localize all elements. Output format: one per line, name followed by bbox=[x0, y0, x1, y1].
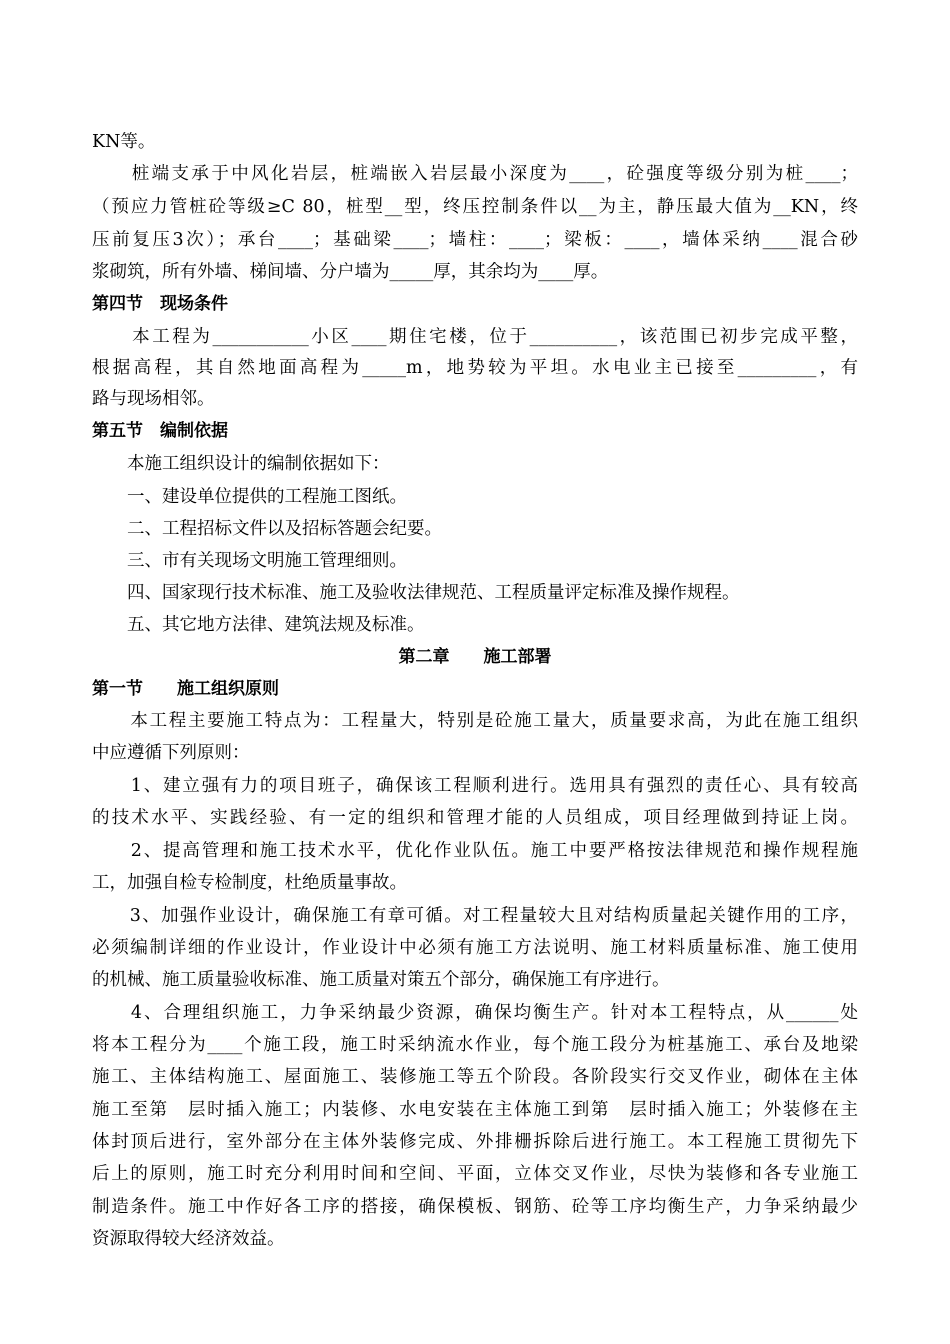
paragraph-line: 浆砌筑，所有外墙、梯间墙、分户墙为_____厚，其余均为____厚。 bbox=[92, 262, 609, 282]
paragraph-line: 4、合理组织施工，力争采纳最少资源，确保均衡生产。针对本工程特点，从______处 bbox=[92, 1003, 858, 1023]
list-item: 二、工程招标文件以及招标答题会纪要。 bbox=[92, 519, 442, 539]
paragraph-line: 施工至第 层时插入施工；内装修、水电安装在主体施工到第 层时插入施工；外装修在主 bbox=[92, 1100, 858, 1120]
paragraph-line: 的技术水平、实践经验、有一定的组织和管理才能的人员组成，项目经理做到持证上岗。 bbox=[92, 808, 858, 828]
paragraph-line: 工，加强自检专检制度，杜绝质量事故。 bbox=[92, 873, 407, 893]
paragraph-line: （预应力管桩砼等级≥C 80，桩型__型，终压控制条件以__为主，静压最大值为__KN，终 bbox=[92, 197, 858, 217]
paragraph-line: 本工程主要施工特点为：工程量大，特别是砼施工量大，质量要求高，为此在施工组织 bbox=[92, 711, 858, 731]
list-item: 四、国家现行技术标准、施工及验收法律规范、工程质量评定标准及操作规程。 bbox=[92, 583, 740, 603]
paragraph-line: 根据高程，其自然地面高程为_____m，地势较为平坦。水电业主已接至_________，有 bbox=[92, 358, 858, 378]
section-heading: 第四节 现场条件 bbox=[92, 294, 228, 314]
list-item: 一、建设单位提供的工程施工图纸。 bbox=[92, 487, 407, 507]
paragraph-line: 将本工程分为____个施工段，施工时采纳流水作业，每个施工段分为桩基施工、承台及地梁 bbox=[92, 1035, 858, 1055]
paragraph-line: 压前复压3次）；承台____；基础梁____；墙柱：____；梁板：____，墙体采纳____混合砂 bbox=[92, 230, 858, 250]
paragraph-line: 必须编制详细的作业设计，作业设计中必须有施工方法说明、施工材料质量标准、施工使用 bbox=[92, 938, 858, 958]
paragraph-line: 本施工组织设计的编制依据如下： bbox=[92, 454, 390, 474]
paragraph-line: 资源取得较大经济效益。 bbox=[92, 1229, 285, 1249]
paragraph-line: 中应遵循下列原则： bbox=[92, 743, 250, 763]
paragraph-line: 后上的原则，施工时充分利用时间和空间、平面，立体交叉作业，尽快为装修和各专业施工 bbox=[92, 1164, 858, 1184]
chapter-heading: 第二章 施工部署 bbox=[398, 647, 552, 667]
paragraph-line: 本工程为___________小区____期住宅楼，位于__________，该范围已初步完成平整， bbox=[92, 327, 858, 347]
paragraph-line: 3、加强作业设计，确保施工有章可循。对工程量较大且对结构质量起关键作用的工序， bbox=[92, 906, 858, 926]
paragraph-line: 1、建立强有力的项目班子，确保该工程顺利进行。选用具有强烈的责任心、具有较高 bbox=[92, 776, 858, 796]
paragraph-line: KN等。 bbox=[92, 132, 156, 152]
paragraph-line: 施工、主体结构施工、屋面施工、装修施工等五个阶段。各阶段实行交叉作业，砌体在主体 bbox=[92, 1067, 858, 1087]
section-heading: 第一节 施工组织原则 bbox=[92, 679, 279, 699]
section-heading: 第五节 编制依据 bbox=[92, 421, 228, 441]
list-item: 五、其它地方法律、建筑法规及标准。 bbox=[92, 615, 425, 635]
paragraph-line: 2、提高管理和施工技术水平，优化作业队伍。施工中要严格按法律规范和操作规程施 bbox=[92, 841, 858, 861]
paragraph-line: 路与现场相邻。 bbox=[92, 389, 215, 409]
paragraph-line: 制造条件。施工中作好各工序的搭接，确保模板、钢筋、砼等工序均衡生产，力争采纳最少 bbox=[92, 1197, 858, 1217]
paragraph-line: 的机械、施工质量验收标准、施工质量对策五个部分，确保施工有序进行。 bbox=[92, 970, 670, 990]
paragraph-line: 桩端支承于中风化岩层，桩端嵌入岩层最小深度为____，砼强度等级分别为桩____； bbox=[92, 164, 858, 184]
paragraph-line: 体封顶后进行，室外部分在主体外装修完成、外排栅拆除后进行施工。本工程施工贯彻先下 bbox=[92, 1132, 858, 1152]
list-item: 三、市有关现场文明施工管理细则。 bbox=[92, 551, 407, 571]
